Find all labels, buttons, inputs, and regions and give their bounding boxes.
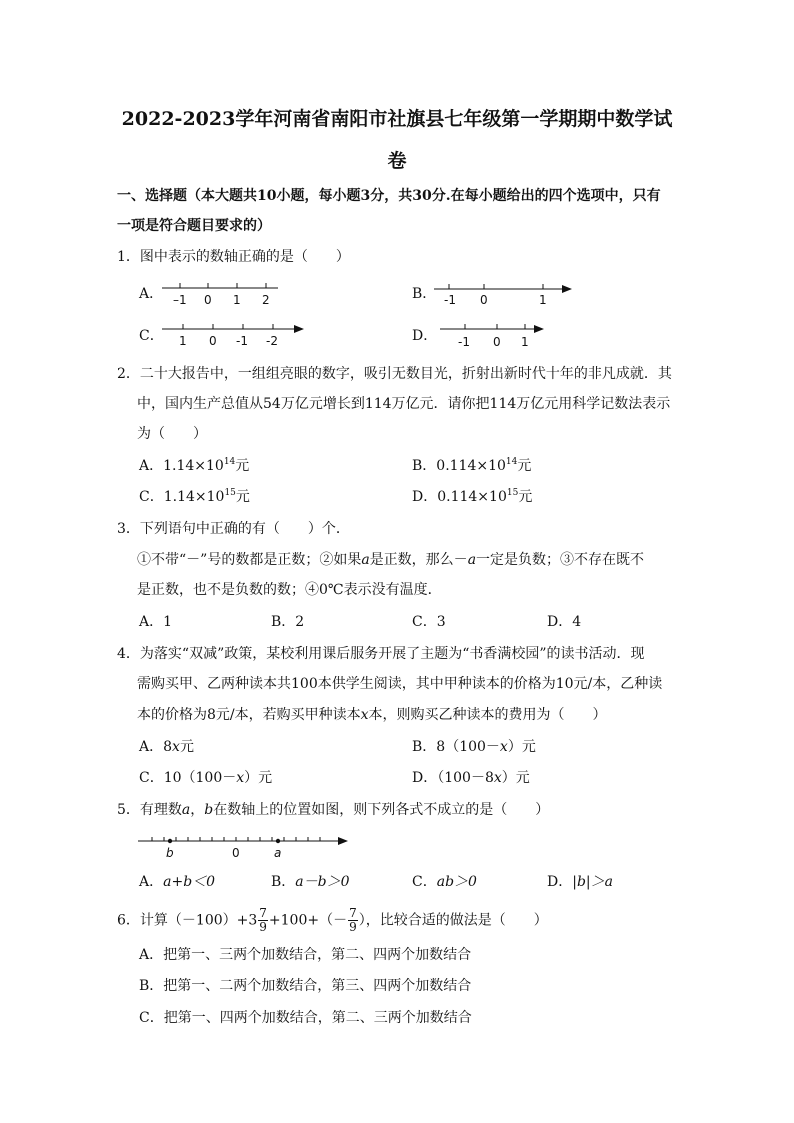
q3-option-a: A．1 <box>139 614 173 630</box>
q4-option-a <box>139 737 194 757</box>
q6-fraction-1 <box>258 907 268 934</box>
q5-option-expr: ab＞0 <box>436 874 477 890</box>
q4-text: 本，则购买乙种读本的费用为（ ） <box>368 707 607 723</box>
q6-option-c: C．把第一、四两个加数结合，第二、三两个加数结合 <box>139 1010 472 1026</box>
q6-fraction-2-denominator: 9 <box>349 920 357 934</box>
q5-option-c <box>412 872 477 892</box>
q3-text: 一定是负数；③不存在既不 <box>476 552 645 568</box>
q2-option-a-base: A．1.14×10 <box>139 458 224 474</box>
q2-option-d <box>412 487 532 507</box>
q4-option-text: ）元 <box>507 739 536 755</box>
q5-option-label: D． <box>547 874 573 890</box>
q3-statements-line2: 是正数，也不是负数的数；④0℃表示没有温度． <box>137 582 442 598</box>
q5-number-line <box>136 832 356 862</box>
q6-text: 6．计算（－100）+3 <box>117 912 258 929</box>
q4-option-c <box>139 768 272 788</box>
q2-option-c-exponent: 15 <box>224 488 236 498</box>
q3-text: ①不带“－”号的数都是正数；②如果 <box>137 552 362 568</box>
q1-option-a-label: A． <box>139 286 164 302</box>
q6-option-b: B．把第一、二两个加数结合，第三、四两个加数结合 <box>139 978 472 994</box>
section-heading-line2: 一项是符合题目要求的） <box>117 218 271 234</box>
q6-stem <box>117 907 548 934</box>
q1-option-d-label: D． <box>412 328 438 344</box>
ticks <box>152 837 320 841</box>
point-b <box>168 839 172 843</box>
q4-option-text: ）元 <box>244 770 273 786</box>
q6-fraction-2 <box>348 907 358 934</box>
arrow-head <box>338 837 348 845</box>
q4-line3 <box>137 705 607 725</box>
tick-label: 0 <box>204 293 212 307</box>
q6-text: ），比较合适的做法是（ ） <box>358 912 548 929</box>
point-a-label: a <box>274 846 282 860</box>
q1-option-c-number-line <box>160 320 310 350</box>
tick-label: -1 <box>236 334 248 348</box>
q5-stem <box>117 800 549 820</box>
q5-text: 5．有理数 <box>117 802 182 818</box>
tick-label: -1 <box>444 293 456 307</box>
tick-label: 0 <box>480 293 488 307</box>
section-heading-line1: 一、选择题（本大题共10小题，每小题3分，共30分.在每小题给出的四个选项中，只有 <box>117 188 661 204</box>
q5-option-label: B． <box>271 874 296 890</box>
q1-stem: 1．图中表示的数轴正确的是（ ） <box>117 249 350 265</box>
arrow-head <box>562 285 572 293</box>
tick-label: -1 <box>458 335 470 349</box>
q6-fraction-2-numerator: 7 <box>349 906 357 920</box>
q5-text: 在数轴上的位置如图，则下列各式不成立的是（ ） <box>213 802 550 818</box>
q2-line1: 2．二十大报告中，一组组亮眼的数字，吸引无数目光，折射出新时代十年的非凡成就．其 <box>117 366 672 382</box>
q2-option-c-base: C．1.14×10 <box>139 489 225 505</box>
q4-option-text: C．10（100－ <box>139 770 237 786</box>
q4-line2: 需购买甲、乙两种读本共100本供学生阅读，其中甲种读本的价格为10元/本，乙种读 <box>137 676 663 692</box>
q1-option-a-number-line <box>160 278 290 312</box>
tick-label: 1 <box>179 334 187 348</box>
q4-line1: 4．为落实“双减”政策，某校利用课后服务开展了主题为“书香满校园”的读书活动．现 <box>117 646 645 662</box>
q6-option-a: A．把第一、三两个加数结合，第二、四两个加数结合 <box>139 947 472 963</box>
q3-stem: 3．下列语句中正确的有（ ）个． <box>117 521 350 537</box>
q2-option-b-unit: 元 <box>517 458 532 474</box>
point-b-label: b <box>166 846 174 860</box>
q5-option-label: A． <box>139 874 164 890</box>
q4-var-x: x <box>172 739 180 755</box>
arrow-head <box>534 325 544 333</box>
q1-option-c-label: C． <box>139 328 164 344</box>
q5-option-d <box>547 872 613 892</box>
q4-var-x: x <box>236 770 245 786</box>
tick-label: -2 <box>266 334 278 348</box>
q6-text: +100+（－ <box>268 912 348 929</box>
tick-label: 1 <box>233 293 241 307</box>
q4-option-d <box>412 768 530 788</box>
exam-title-line2: 卷 <box>387 150 407 172</box>
tick-label: 0 <box>209 334 217 348</box>
q2-option-a <box>139 456 249 476</box>
q6-fraction-1-denominator: 9 <box>259 920 267 934</box>
tick-label: 0 <box>493 335 501 349</box>
q5-option-expr: a+b＜0 <box>163 874 216 890</box>
q5-var-b: b <box>204 802 214 818</box>
q2-option-b <box>412 456 531 476</box>
q2-option-b-exponent: 14 <box>505 457 518 467</box>
q4-option-b <box>412 737 536 757</box>
q5-option-expr: |b|＞a <box>572 874 613 890</box>
zero-label: 0 <box>232 846 240 860</box>
q5-text: ， <box>190 802 205 818</box>
q4-var-x: x <box>499 739 508 755</box>
q3-text: 是正数，那么－ <box>369 552 468 568</box>
q2-option-c <box>139 487 250 507</box>
q6-fraction-1-numerator: 7 <box>259 906 267 920</box>
q4-text: 本的价格为8元/本，若购买甲种读本 <box>137 707 361 723</box>
q2-line2: 中，国内生产总值从54万亿元增长到114万亿元．请你把114万亿元用科学记数法表示 <box>137 396 671 412</box>
q2-option-d-unit: 元 <box>518 489 533 505</box>
q5-var-a: a <box>181 802 191 818</box>
tick-label: 1 <box>539 293 547 307</box>
q3-statements-line1 <box>137 550 644 570</box>
q1-option-b-number-line <box>432 280 577 310</box>
q4-option-text: A．8 <box>139 739 173 755</box>
q3-option-b: B．2 <box>271 614 305 630</box>
exam-title-line1: 2022-2023学年河南省南阳市社旗县七年级第一学期期中数学试 <box>121 108 673 130</box>
tick-label: –1 <box>173 293 187 307</box>
arrow-head <box>294 325 304 333</box>
q4-var-x: x <box>493 770 502 786</box>
q2-option-b-base: B．0.114×10 <box>412 458 506 474</box>
q1-option-b-label: B． <box>412 286 437 302</box>
q3-option-d: D．4 <box>547 614 582 630</box>
q5-option-expr: a－b＞0 <box>295 874 350 890</box>
q1-option-d-number-line <box>436 320 551 350</box>
q3-var-a: a <box>467 552 477 568</box>
q2-option-c-unit: 元 <box>235 489 250 505</box>
q2-option-a-exponent: 14 <box>223 457 236 467</box>
q2-option-d-base: D．0.114×10 <box>412 489 507 505</box>
q4-var-x: x <box>360 707 369 723</box>
tick-label: 2 <box>262 293 270 307</box>
q4-option-text: D．（100－8 <box>412 770 494 786</box>
q5-option-b <box>271 872 350 892</box>
point-a <box>276 839 280 843</box>
q5-option-label: C． <box>412 874 437 890</box>
q3-var-a: a <box>361 552 370 568</box>
q4-option-text: 元 <box>179 739 194 755</box>
tick-label: 1 <box>521 335 529 349</box>
q2-line3: 为（ ） <box>137 426 207 442</box>
q2-option-a-unit: 元 <box>235 458 250 474</box>
q3-option-c: C．3 <box>412 614 446 630</box>
q2-option-d-exponent: 15 <box>506 488 519 498</box>
q4-option-text: ）元 <box>501 770 530 786</box>
q5-option-a <box>139 872 215 892</box>
q4-option-text: B．8（100－ <box>412 739 500 755</box>
